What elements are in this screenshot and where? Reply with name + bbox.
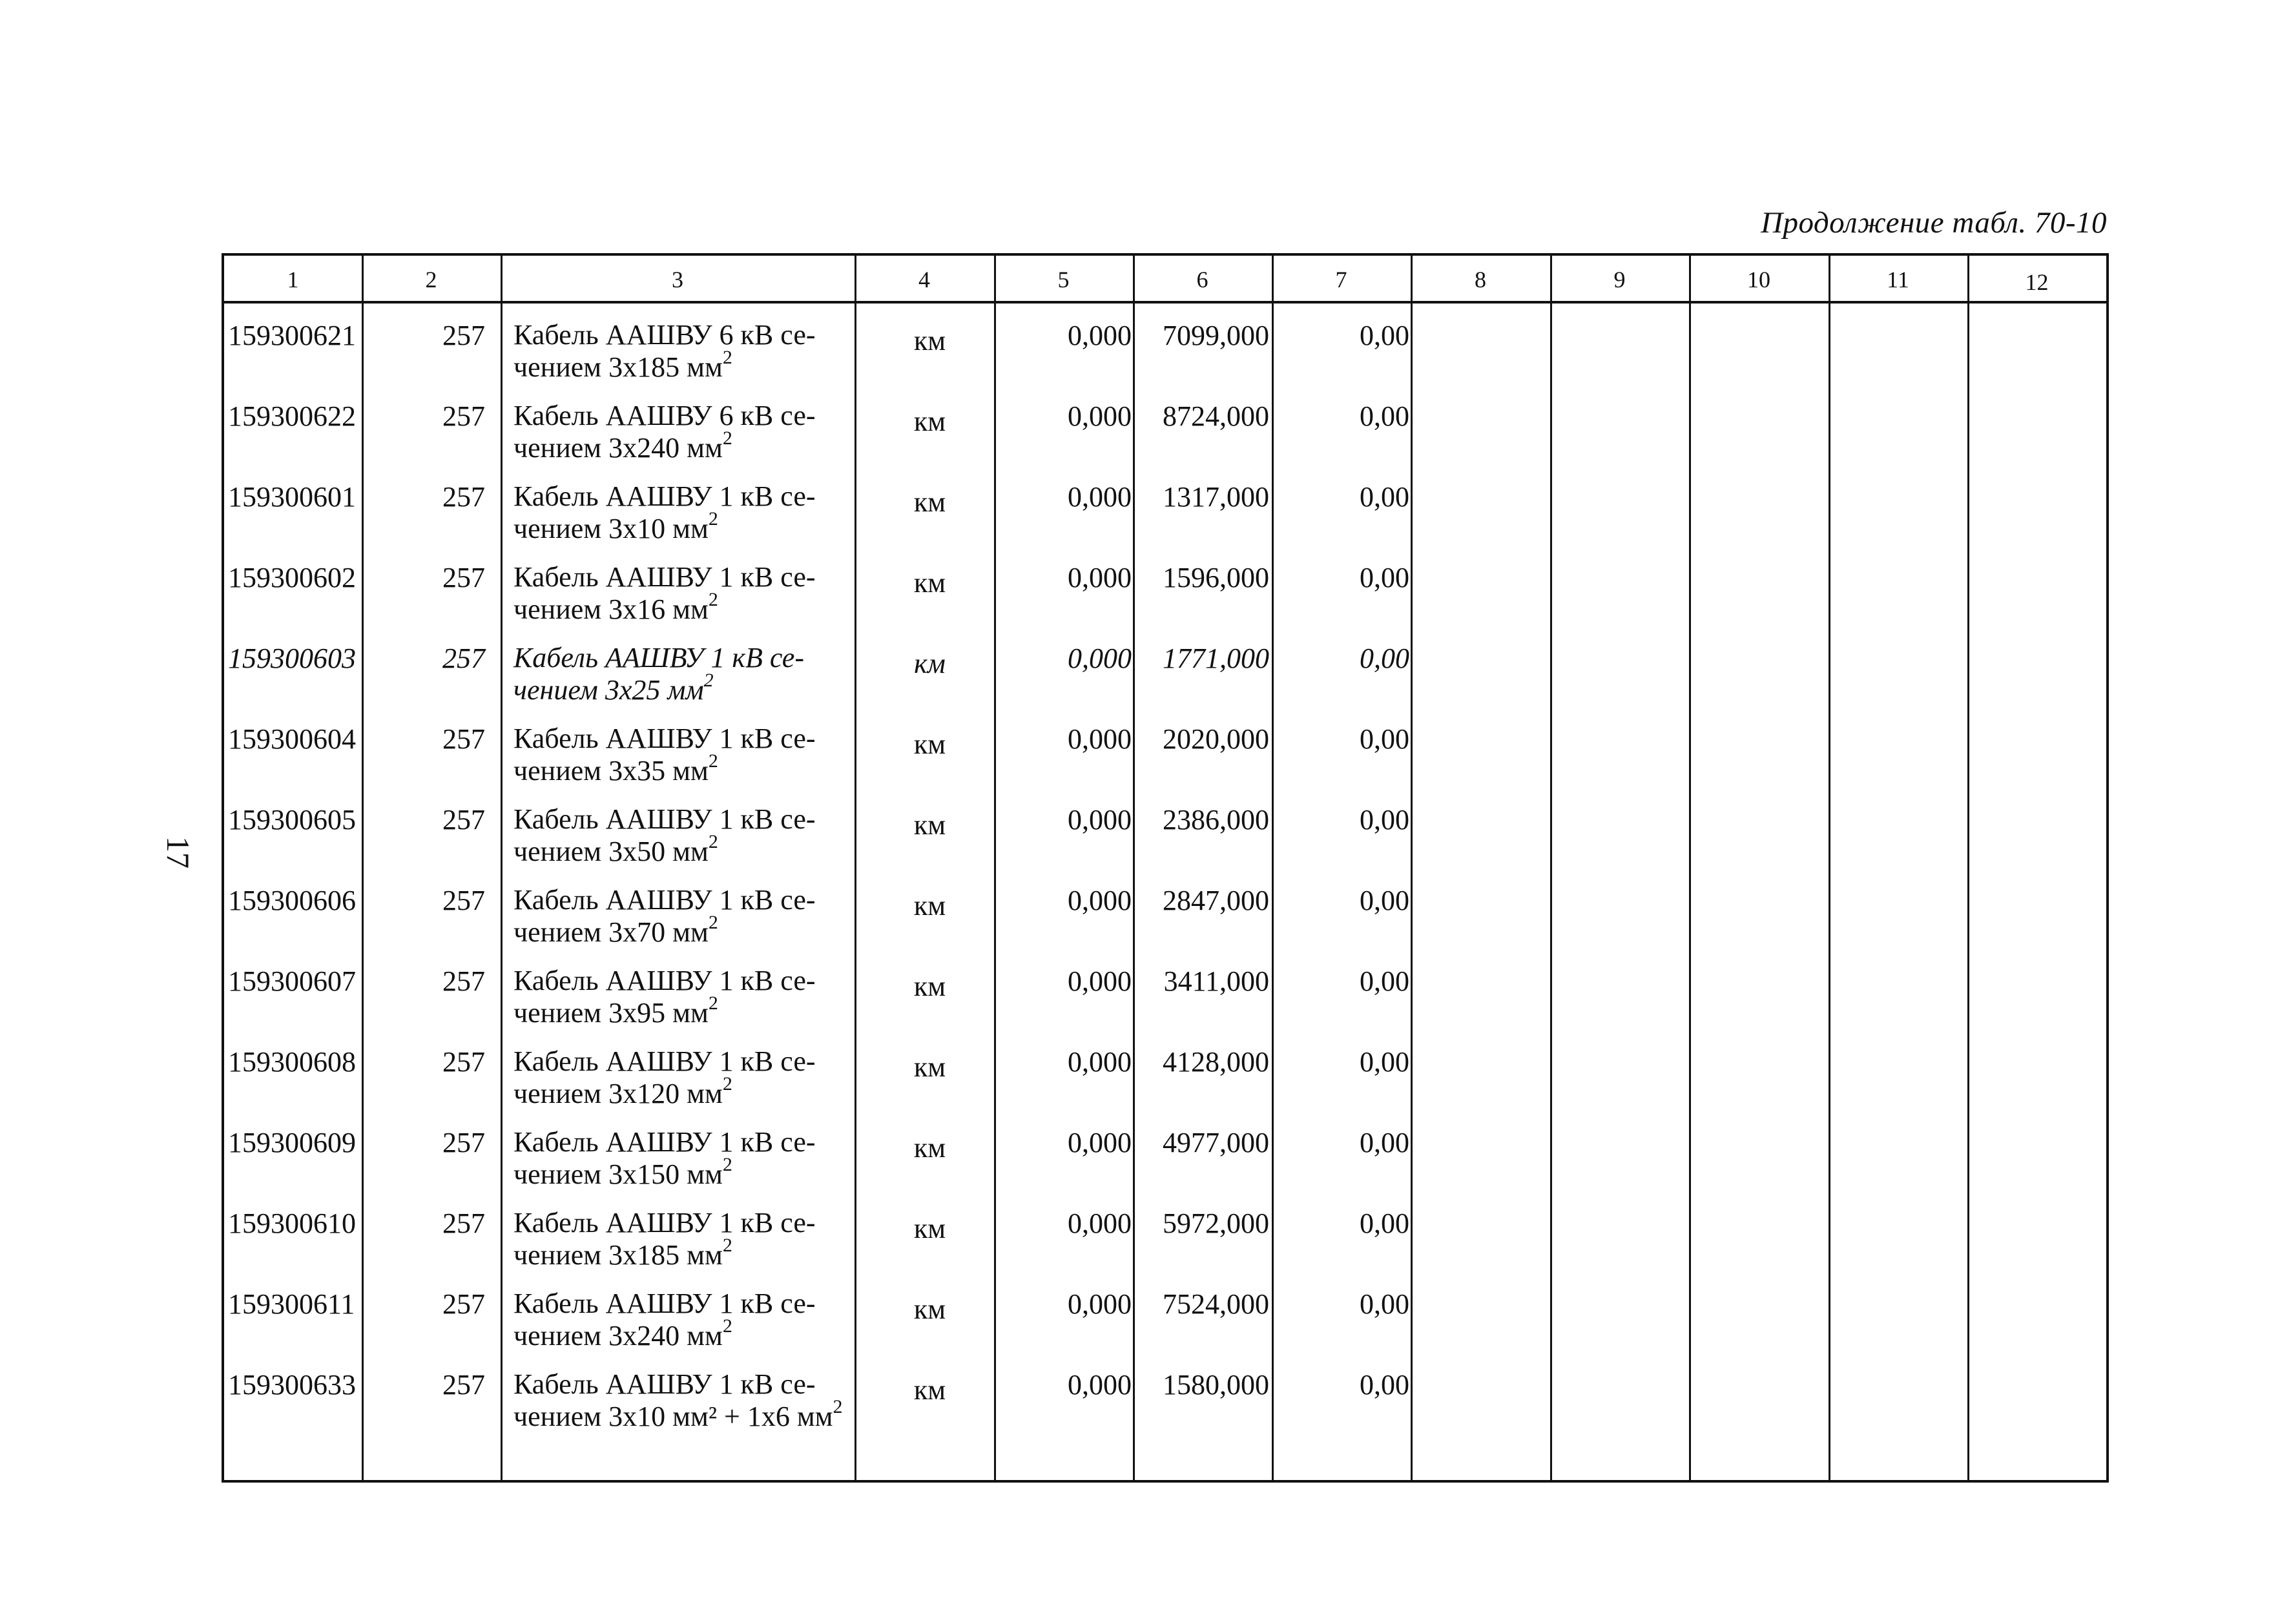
- row-unit: км: [913, 1374, 946, 1406]
- price-table: [222, 253, 2109, 1483]
- row-value-5: 0,000: [1068, 400, 1132, 432]
- row-value-6: 1596,000: [1163, 562, 1269, 593]
- table-row: [224, 872, 2106, 953]
- row-value-5: 0,000: [1068, 1208, 1132, 1239]
- row-value-6: 5972,000: [1163, 1208, 1269, 1239]
- row-value-6: 4977,000: [1163, 1127, 1269, 1158]
- row-col2: 257: [442, 562, 485, 593]
- row-value-7: 0,00: [1360, 1369, 1409, 1401]
- row-code: 159300602: [228, 562, 356, 593]
- row-code: 159300601: [228, 481, 356, 513]
- row-col2: 257: [442, 1369, 485, 1401]
- row-col2: 257: [442, 965, 485, 997]
- row-description: Кабель ААШВУ 1 кВ се- чением 3х25 $мм^2$: [513, 642, 804, 706]
- row-description: Кабель ААШВУ 1 кВ се- чением 3х10 $мм^2$: [513, 480, 816, 544]
- table-row: [224, 953, 2106, 1034]
- header-col-12: 12: [2025, 269, 2049, 295]
- row-value-5: 0,000: [1068, 965, 1132, 997]
- row-value-7: 0,00: [1360, 804, 1409, 836]
- row-value-5: 0,000: [1068, 885, 1132, 916]
- row-code: 159300603: [228, 642, 356, 674]
- row-value-7: 0,00: [1360, 642, 1409, 674]
- row-value-7: 0,00: [1360, 1208, 1409, 1239]
- row-code: 159300608: [228, 1046, 356, 1078]
- row-col2: 257: [442, 400, 485, 432]
- page-number: 17: [160, 836, 196, 869]
- table-row: [224, 792, 2106, 872]
- table-row: [224, 388, 2106, 469]
- row-col2: 257: [442, 1046, 485, 1078]
- header-col-1: 1: [287, 267, 299, 293]
- table-row: [224, 469, 2106, 550]
- row-value-6: 3411,000: [1163, 965, 1269, 997]
- row-value-7: 0,00: [1360, 723, 1409, 755]
- row-value-5: 0,000: [1068, 1046, 1132, 1078]
- table-row: [224, 711, 2106, 792]
- row-col2: 257: [442, 723, 485, 755]
- header-col-10: 10: [1747, 267, 1770, 293]
- row-value-7: 0,00: [1360, 885, 1409, 916]
- table-row: [224, 1195, 2106, 1276]
- row-value-7: 0,00: [1360, 481, 1409, 513]
- row-col2: 257: [442, 804, 485, 836]
- row-value-5: 0,000: [1068, 723, 1132, 755]
- row-value-6: 7099,000: [1163, 320, 1269, 351]
- row-unit: км: [913, 406, 946, 437]
- row-code: 159300621: [228, 320, 356, 351]
- row-value-7: 0,00: [1360, 1127, 1409, 1158]
- row-col2: 257: [442, 642, 485, 674]
- row-value-5: 0,000: [1068, 481, 1132, 513]
- row-description: Кабель ААШВУ 1 кВ се- чением 3х35 $мм^2$: [513, 723, 816, 786]
- row-value-6: 2847,000: [1163, 885, 1269, 916]
- row-description: Кабель ААШВУ 1 кВ се- чением 3х50 $мм^2$: [513, 803, 816, 867]
- header-col-5: 5: [1057, 267, 1070, 293]
- row-col2: 257: [442, 1208, 485, 1239]
- row-value-5: 0,000: [1068, 804, 1132, 836]
- row-unit: км: [913, 325, 946, 356]
- row-unit: км: [913, 890, 946, 921]
- row-code: 159300607: [228, 965, 356, 997]
- table-row: [224, 307, 2106, 388]
- header-col-6: 6: [1196, 267, 1208, 293]
- row-description: Кабель ААШВУ 6 кВ се- чением 3х240 $мм^2$: [513, 400, 816, 464]
- row-description: Кабель ААШВУ 1 кВ се- чением 3х95 $мм^2$: [513, 965, 816, 1029]
- row-description: Кабель ААШВУ 1 кВ се- чением 3х10 мм² + 1х6 $мм^2$: [513, 1368, 843, 1432]
- row-unit: км: [913, 567, 946, 599]
- row-value-7: 0,00: [1360, 1288, 1409, 1320]
- row-value-6: 1580,000: [1163, 1369, 1269, 1401]
- row-value-7: 0,00: [1360, 400, 1409, 432]
- row-code: 159300622: [228, 400, 356, 432]
- header-col-7: 7: [1335, 267, 1347, 293]
- table-row: [224, 550, 2106, 630]
- row-code: 159300610: [228, 1208, 356, 1239]
- row-code: 159300633: [228, 1369, 356, 1401]
- table-row: [224, 1357, 2106, 1437]
- row-description: Кабель ААШВУ 1 кВ се- чением 3х16 $мм^2$: [513, 561, 816, 625]
- row-description: Кабель ААШВУ 1 кВ се- чением 3х150 $мм^2$: [513, 1126, 816, 1190]
- row-value-6: 1771,000: [1163, 642, 1269, 674]
- row-value-5: 0,000: [1068, 1127, 1132, 1158]
- table-row: [224, 1034, 2106, 1115]
- row-col2: 257: [442, 320, 485, 351]
- row-value-7: 0,00: [1360, 1046, 1409, 1078]
- row-unit: км: [913, 486, 946, 518]
- row-code: 159300609: [228, 1127, 356, 1158]
- row-description: Кабель ААШВУ 1 кВ се- чением 3х240 $мм^2$: [513, 1288, 816, 1352]
- row-unit: км: [913, 809, 946, 841]
- header-col-4: 4: [918, 267, 930, 293]
- row-col2: 257: [442, 1127, 485, 1158]
- row-value-6: 2386,000: [1163, 804, 1269, 836]
- table-row: [224, 630, 2106, 711]
- row-col2: 257: [442, 481, 485, 513]
- row-unit: км: [913, 1132, 946, 1164]
- row-value-7: 0,00: [1360, 562, 1409, 593]
- row-description: Кабель ААШВУ 1 кВ се- чением 3х185 $мм^2$: [513, 1207, 816, 1271]
- row-value-6: 1317,000: [1163, 481, 1269, 513]
- table-row: [224, 1276, 2106, 1357]
- row-value-7: 0,00: [1360, 320, 1409, 351]
- header-row: [224, 256, 2106, 303]
- row-description: Кабель ААШВУ 1 кВ се- чением 3х120 $мм^2$: [513, 1045, 816, 1109]
- row-unit: км: [913, 1293, 946, 1325]
- row-description: Кабель ААШВУ 6 кВ се- чением 3х185 $мм^2$: [513, 319, 816, 383]
- header-col-8: 8: [1475, 267, 1486, 293]
- row-value-5: 0,000: [1068, 642, 1132, 674]
- row-value-6: 4128,000: [1163, 1046, 1269, 1078]
- row-unit: км: [914, 648, 946, 679]
- row-value-6: 7524,000: [1163, 1288, 1269, 1320]
- row-code: 159300611: [228, 1288, 355, 1320]
- row-code: 159300605: [228, 804, 356, 836]
- row-value-6: 8724,000: [1163, 400, 1269, 432]
- row-unit: км: [913, 1051, 946, 1083]
- table-row: [224, 1115, 2106, 1195]
- row-unit: км: [913, 728, 946, 760]
- row-value-7: 0,00: [1360, 965, 1409, 997]
- row-col2: 257: [442, 885, 485, 916]
- header-col-3: 3: [672, 267, 683, 293]
- header-col-11: 11: [1887, 267, 1909, 293]
- row-value-5: 0,000: [1068, 1369, 1132, 1401]
- row-code: 159300606: [228, 885, 356, 916]
- row-unit: км: [913, 971, 946, 1002]
- row-col2: 257: [442, 1288, 485, 1320]
- header-col-9: 9: [1613, 267, 1626, 293]
- row-value-5: 0,000: [1068, 320, 1132, 351]
- row-unit: км: [913, 1213, 946, 1244]
- row-code: 159300604: [228, 723, 356, 755]
- row-value-6: 2020,000: [1163, 723, 1269, 755]
- row-value-5: 0,000: [1068, 1288, 1132, 1320]
- header-col-2: 2: [425, 267, 437, 293]
- row-description: Кабель ААШВУ 1 кВ се- чением 3х70 $мм^2$: [513, 884, 816, 948]
- row-value-5: 0,000: [1068, 562, 1132, 593]
- table-caption: Продолжение табл. 70-10: [1761, 206, 2107, 240]
